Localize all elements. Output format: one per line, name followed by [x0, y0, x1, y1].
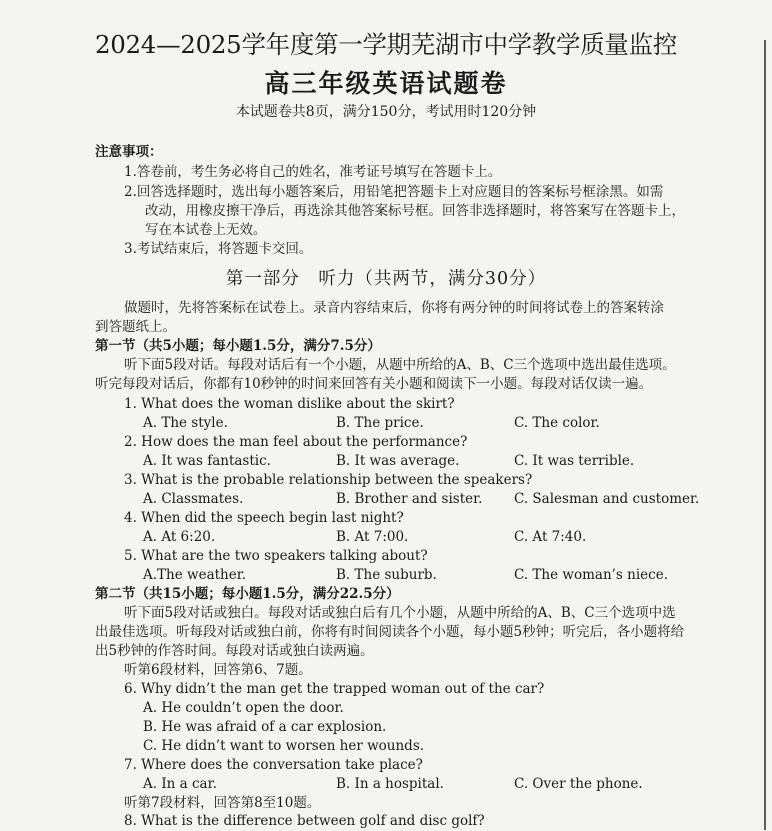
page-edge-line [764, 40, 766, 830]
option-c: C. It was terrible. [514, 453, 635, 469]
option-b: B. In a hospital. [336, 776, 444, 792]
question-text: 1. What does the woman dislike about the skirt? [124, 396, 455, 412]
option-b: B. At 7:00. [336, 529, 409, 545]
question-text: 5. What are the two speakers talking about? [124, 548, 428, 564]
option-b: B. Brother and sister. [336, 491, 483, 507]
note-item: 2.回答选择题时，选出每小题答案后，用铅笔把答题卡上对应题目的答案标号框涂黑。如需 [124, 184, 664, 200]
note-item: 改动，用橡皮擦干净后，再选涂其他答案标号框。回答非选择题时，将答案写在答题卡上， [145, 203, 685, 219]
note-item: 写在本试卷上无效。 [145, 222, 267, 238]
option-a: A. At 6:20. [143, 529, 216, 545]
option-a: A.The weather. [143, 567, 246, 583]
part1-intro: 到答题纸上。 [95, 319, 176, 335]
option-b: B. It was average. [336, 453, 460, 469]
option-a: A. The style. [143, 415, 228, 431]
notes-heading: 注意事项： [95, 144, 163, 160]
option-b: B. The suburb. [336, 567, 437, 583]
material-label: 听第6段材料，回答第6、7题。 [124, 662, 312, 678]
section1-directions: 听下面5段对话。每段对话后有一个小题，从题中所给的A、B、C三个选项中选出最佳选项。 [124, 357, 676, 373]
section2-heading: 第二节（共15小题；每小题1.5分，满分22.5分） [95, 586, 400, 602]
option-b: B. The price. [336, 415, 424, 431]
option-c: C. Salesman and customer. [514, 491, 700, 507]
section2-directions: 出5秒钟的作答时间。每段对话或独白读两遍。 [95, 643, 374, 659]
question-text: 7. Where does the conversation take place? [124, 757, 423, 773]
section1-heading: 第一节（共5小题；每小题1.5分，满分7.5分） [95, 338, 381, 354]
option-c: C. At 7:40. [514, 529, 587, 545]
option-c: C. He didn’t want to worsen her wounds. [143, 738, 425, 754]
option-c: C. Over the phone. [514, 776, 643, 792]
section2-directions: 出最佳选项。听每段对话或独白前，你将有时间阅读各个小题，每小题5秒钟；听完后，各小题将给 [95, 624, 685, 640]
question-text: 6. Why didn’t the man get the trapped woman out of the car? [124, 681, 545, 697]
question-text: 8. What is the difference between golf and disc golf? [124, 813, 485, 829]
exam-info: 本试题卷共8页，满分150分，考试用时120分钟 [235, 104, 537, 120]
option-a: A. It was fantastic. [143, 453, 271, 469]
option-b: B. He was afraid of a car explosion. [143, 719, 387, 735]
part1-intro: 做题时，先将答案标在试卷上。录音内容结束后，你将有两分钟的时间将试卷上的答案转涂 [124, 300, 664, 316]
option-c: C. The color. [514, 415, 600, 431]
note-item: 1.答卷前，考生务必将自己的姓名，准考证号填写在答题卡上。 [124, 164, 502, 180]
material-label: 听第7段材料，回答第8至10题。 [124, 795, 321, 811]
note-item: 3.考试结束后，将答题卡交回。 [124, 241, 313, 257]
exam-subject-title: 高三年级英语试题卷 [264, 69, 508, 98]
section2-directions: 听下面5段对话或独白。每段对话或独白后有几个小题，从题中所给的A、B、C三个选项中选 [124, 605, 676, 621]
question-text: 3. What is the probable relationship between the speakers? [124, 472, 533, 488]
option-a: A. He couldn’t open the door. [143, 700, 344, 716]
section1-directions: 听完每段对话后，你都有10秒钟的时间来回答有关小题和阅读下一小题。每段对话仅读一遍。 [95, 376, 653, 392]
part1-heading: 第一部分 听力（共两节，满分30分） [225, 269, 547, 289]
question-text: 2. How does the man feel about the performance? [124, 434, 468, 450]
option-a: A. Classmates. [143, 491, 244, 507]
question-text: 4. When did the speech begin last night? [124, 510, 404, 526]
exam-title: 2024—2025学年度第一学期芜湖市中学教学质量监控 [94, 30, 678, 59]
option-a: A. In a car. [143, 776, 217, 792]
option-c: C. The woman’s niece. [514, 567, 668, 583]
